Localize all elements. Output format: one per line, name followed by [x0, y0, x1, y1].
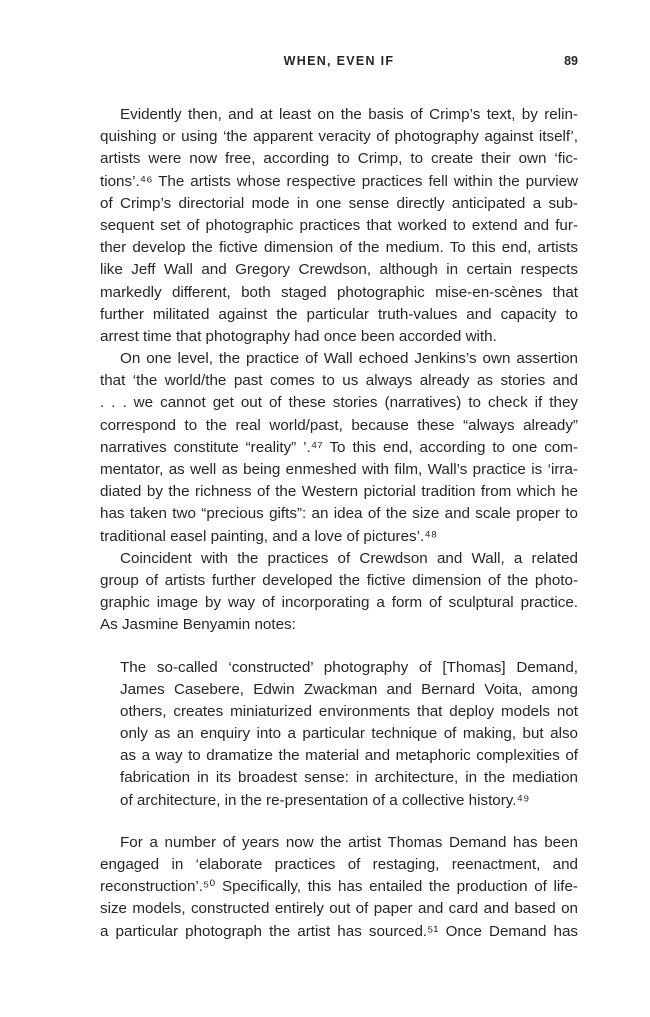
text-line: reconstruction’.⁵⁰ Specifically, this has entailed the production of life- [100, 878, 578, 896]
spacer [100, 637, 578, 657]
text-line: has taken two “precious gifts”: an idea of the size and scale proper to [100, 505, 578, 523]
text-line: engaged in ‘elaborate practices of restaging, reenactment, and [100, 856, 578, 873]
paragraph-2 [100, 348, 578, 548]
text-line: ther develop the fictive dimension of the medium. To this end, artists [100, 239, 578, 257]
quote-line: as a way to dramatize the material and metaphoric complexities of [120, 747, 578, 765]
text-line: of Crimp’s directorial mode in one sense directly anticipated a sub- [100, 194, 578, 212]
paragraph-1 [100, 104, 578, 348]
block-quote [100, 657, 578, 812]
text-line: mentator, as well as being enmeshed with film, Wall’s practice is ‘irra- [100, 461, 578, 478]
text-line: size models, constructed entirely out of paper and card and based on [100, 900, 578, 918]
text-line: artists were now free, according to Crimp, to create their own ‘fic- [100, 150, 578, 168]
text-line: traditional easel painting, and a love of pictures’.⁴⁸ [100, 527, 438, 545]
paragraph-3 [100, 548, 578, 637]
text-line: like Jeff Wall and Gregory Crewdson, although in certain respects [100, 261, 578, 279]
text-line: graphic image by way of incorporating a form of sculptural practice. [100, 594, 578, 612]
text-line: Evidently then, and at least on the basis of Crimp’s text, by relin- [120, 106, 578, 123]
text-line: sequent set of photographic practices that worked to extend and fur- [100, 216, 578, 234]
quote-line: others, creates miniaturized environments that deploy models not [120, 702, 578, 720]
text-line: group of artists further developed the fictive dimension of the photo- [100, 571, 578, 589]
text-line: markedly different, both staged photographic mise-en-scènes that [100, 283, 578, 301]
text-line: On one level, the practice of Wall echoed Jenkins’s own assertion [120, 350, 578, 368]
text-line: that ‘the world/the past comes to us always already as stories and [100, 372, 578, 390]
body-text [100, 104, 578, 943]
running-head [100, 54, 578, 70]
spacer [100, 812, 578, 832]
text-line: arrest time that photography had once been accorded with. [100, 327, 497, 345]
text-line: correspond to the real world/past, because these “always already” [100, 416, 578, 434]
page-number: 89 [564, 54, 578, 68]
quote-line: The so-called ‘constructed’ photography of [Thomas] Demand, [120, 658, 578, 676]
text-line: tions’.⁴⁶ The artists whose respective practices fell within the purview [100, 172, 578, 190]
text-line: a particular photograph the artist has sourced.⁵¹ Once Demand has [100, 922, 578, 940]
text-line: further militated against the particular truth-values and capacity to [100, 305, 578, 323]
text-line: narratives constitute “reality” ’.⁴⁷ To this end, according to one com- [100, 438, 578, 456]
quote-line: only as an enquiry into a particular technique of making, but also [120, 725, 578, 743]
running-head-title: WHEN, EVEN IF [283, 54, 395, 68]
quote-line: of architecture, in the re-presentation of a collective history.⁴⁹ [120, 791, 530, 809]
text-line: For a number of years now the artist Thomas Demand has been [120, 833, 578, 851]
paragraph-4 [100, 832, 578, 943]
quote-line: fabrication in its broadest sense: in architecture, in the mediation [120, 769, 578, 787]
text-line: . . . we cannot get out of these stories (narratives) to check if they [100, 394, 578, 412]
text-line: As Jasmine Benyamin notes: [100, 616, 296, 634]
text-line: diated by the richness of the Western pictorial tradition from which he [100, 483, 578, 501]
text-line: quishing or using ‘the apparent veracity of photography against itself’, [100, 128, 578, 146]
text-line: Coincident with the practices of Crewdson and Wall, a related [120, 549, 578, 567]
quote-line: James Casebere, Edwin Zwackman and Bernard Voita, among [120, 680, 578, 698]
